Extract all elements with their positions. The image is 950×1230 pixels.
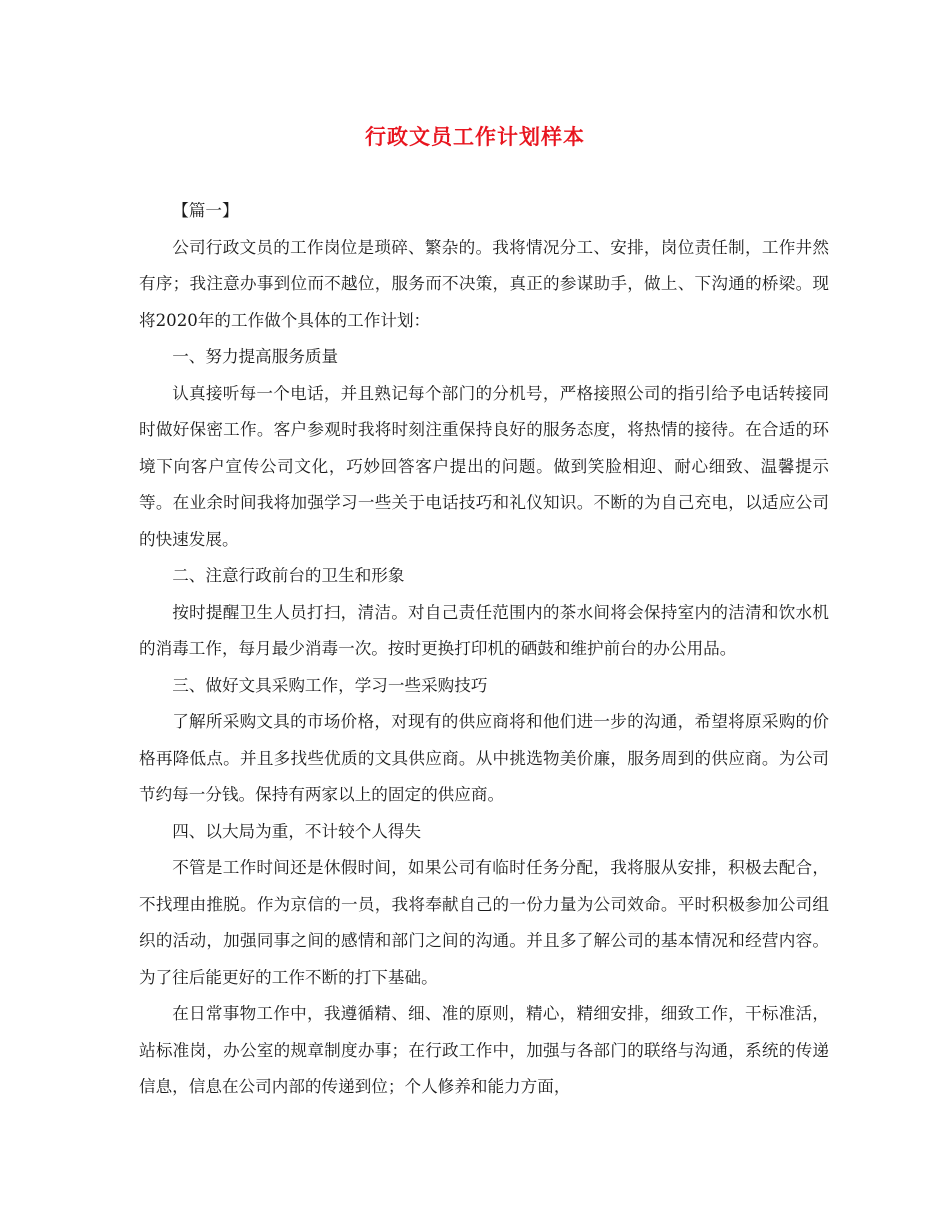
document-body bbox=[139, 193, 829, 1106]
paragraph: 不管是工作时间还是休假时间，如果公司有临时任务分配，我将服从安排，积极去配合，不找理由推脱。作为京信的一员，我将奉献自己的一份力量为公司效命。平时积极参加公司组织的活动，加强同事之间的感情和部门之间的沟通。并且多了解公司的基本情况和经营内容。为了往后能更好的工作不断的打下基础。 bbox=[139, 858, 829, 987]
paragraph: 认真接听每一个电话，并且熟记每个部门的分机号，严格接照公司的指引给予电话转接同时做好保密工作。客户参观时我将时刻注重保持良好的服务态度，将热情的接待。在合适的环境下向客户宣传公司文化，巧妙回答客户提出的问题。做到笑脸相迎、耐心细致、温馨提示等。在业余时间我将加强学习一些关于电话技巧和礼仪知识。不断的为自己充电，以适应公司的快速发展。 bbox=[139, 383, 829, 549]
document-title: 行政文员工作计划样本 bbox=[365, 124, 585, 149]
paragraph: 公司行政文员的工作岗位是琐碎、繁杂的。我将情况分工、安排，岗位责任制，工作井然有序；我注意办事到位而不越位，服务而不决策，真正的参谋助手，做上、下沟通的桥梁。现将2020年的工作做个具体的工作计划： bbox=[139, 237, 829, 330]
section-heading: 【篇一】 bbox=[172, 201, 239, 220]
subsection-heading: 四、以大局为重，不计较个人得失 bbox=[172, 821, 422, 841]
paragraph: 了解所采购文具的市场价格，对现有的供应商将和他们进一步的沟通，希望将原采购的价格再降低点。并且多找些优质的文具供应商。从中挑选物美价廉，服务周到的供应商。为公司节约每一分钱。保持有两家以上的固定的供应商。 bbox=[139, 712, 829, 804]
subsection-heading: 三、做好文具采购工作，学习一些采购技巧 bbox=[172, 675, 488, 695]
paragraph: 在日常事物工作中，我遵循精、细、准的原则，精心，精细安排，细致工作，干标准活，站标准岗，办公室的规章制度办事；在行政工作中，加强与各部门的联络与沟通，系统的传递信息，信息在公司内部的传递到位；个人修养和能力方面， bbox=[139, 1004, 829, 1096]
paragraph: 按时提醒卫生人员打扫，清洁。对自己责任范围内的茶水间将会保持室内的洁清和饮水机的消毒工作，每月最少消毒一次。按时更换打印机的硒鼓和维护前台的办公用品。 bbox=[139, 602, 829, 658]
subsection-heading: 一、努力提高服务质量 bbox=[172, 347, 339, 366]
subsection-heading: 二、注意行政前台的卫生和形象 bbox=[172, 566, 405, 585]
